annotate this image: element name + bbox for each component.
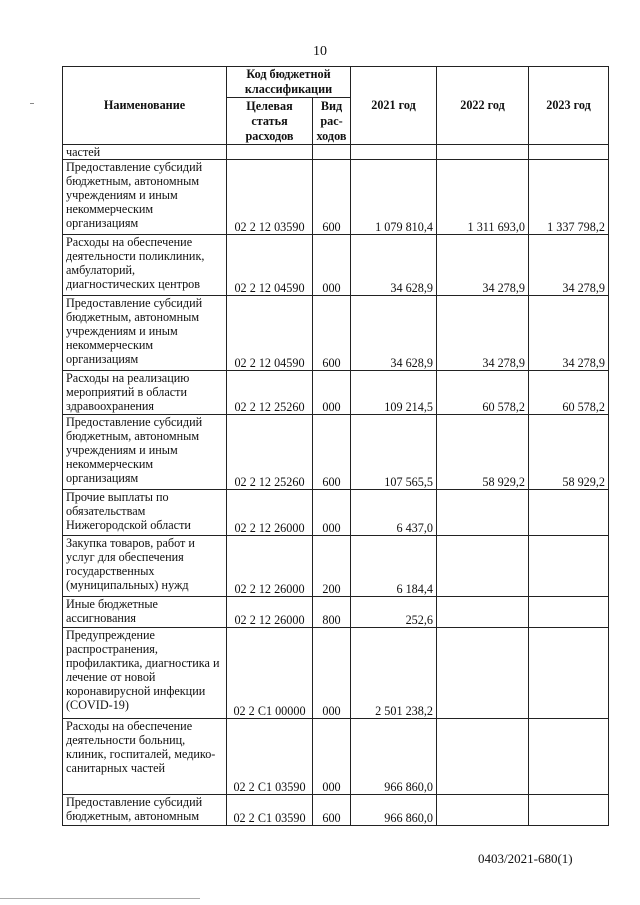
row-2021: 6 437,0 xyxy=(351,490,437,536)
row-expense-type: 600 xyxy=(313,296,351,371)
row-expense-type: 000 xyxy=(313,628,351,719)
row-expense-type: 000 xyxy=(313,371,351,415)
row-name: Предоставление субсидий бюджетным, автономным xyxy=(63,795,227,826)
row-2021 xyxy=(351,145,437,160)
row-2023 xyxy=(529,795,609,826)
row-name: Предоставление субсидий бюджетным, автономным учреждениям и иным некоммерческим организациям xyxy=(63,415,227,490)
row-name: частей xyxy=(63,145,227,160)
row-code: 02 2 12 04590 xyxy=(227,235,313,296)
table-row xyxy=(63,536,609,597)
row-2022 xyxy=(437,719,529,795)
row-name: Закупка товаров, работ и услуг для обеспечения государственных (муниципальных) нужд xyxy=(63,536,227,597)
row-2023: 60 578,2 xyxy=(529,371,609,415)
row-2022 xyxy=(437,145,529,160)
row-2021: 34 628,9 xyxy=(351,296,437,371)
row-2023: 58 929,2 xyxy=(529,415,609,490)
row-2022: 58 929,2 xyxy=(437,415,529,490)
scan-artifact xyxy=(0,898,200,899)
row-code: 02 2 12 25260 xyxy=(227,371,313,415)
header-2021: 2021 год xyxy=(351,67,437,145)
row-code: 02 2 12 03590 xyxy=(227,160,313,235)
table-row xyxy=(63,296,609,371)
row-2022: 34 278,9 xyxy=(437,235,529,296)
row-2021: 34 628,9 xyxy=(351,235,437,296)
row-2021: 2 501 238,2 xyxy=(351,628,437,719)
row-name: Предоставление субсидий бюджетным, автономным учреждениям и иным некоммерческим организациям xyxy=(63,296,227,371)
row-2023 xyxy=(529,145,609,160)
row-2022 xyxy=(437,597,529,628)
row-2022 xyxy=(437,536,529,597)
row-name: Расходы на реализацию мероприятий в области здравоохранения xyxy=(63,371,227,415)
row-code: 02 2 12 04590 xyxy=(227,296,313,371)
table-body xyxy=(63,145,609,826)
row-code: 02 2 C1 03590 xyxy=(227,719,313,795)
header-budget-code: Код бюджетной классификации xyxy=(227,67,351,98)
row-expense-type: 600 xyxy=(313,160,351,235)
row-2021: 107 565,5 xyxy=(351,415,437,490)
row-2023 xyxy=(529,490,609,536)
header-2022: 2022 год xyxy=(437,67,529,145)
row-expense-type: 000 xyxy=(313,719,351,795)
row-2023 xyxy=(529,597,609,628)
row-2023: 1 337 798,2 xyxy=(529,160,609,235)
row-2022 xyxy=(437,628,529,719)
row-expense-type: 600 xyxy=(313,415,351,490)
row-code: 02 2 12 26000 xyxy=(227,536,313,597)
table-row xyxy=(63,235,609,296)
header-target-article: Целевая статья расходов xyxy=(227,98,313,145)
row-2021: 966 860,0 xyxy=(351,795,437,826)
table-row xyxy=(63,145,609,160)
row-2022 xyxy=(437,795,529,826)
row-code: 02 2 C1 00000 xyxy=(227,628,313,719)
table-row xyxy=(63,795,609,826)
row-name: Прочие выплаты по обязательствам Нижегородской области xyxy=(63,490,227,536)
table-row xyxy=(63,490,609,536)
table-row xyxy=(63,628,609,719)
row-2021: 109 214,5 xyxy=(351,371,437,415)
row-name: Расходы на обеспечение деятельности больниц, клиник, госпиталей, медико-санитарных частей xyxy=(63,719,227,795)
row-2022: 1 311 693,0 xyxy=(437,160,529,235)
row-2022: 34 278,9 xyxy=(437,296,529,371)
document-code: 0403/2021-680(1) xyxy=(478,851,573,866)
header-name: Наименование xyxy=(63,67,227,145)
row-2023: 34 278,9 xyxy=(529,235,609,296)
row-2022 xyxy=(437,490,529,536)
row-code: 02 2 12 26000 xyxy=(227,490,313,536)
row-code xyxy=(227,145,313,160)
row-2021: 1 079 810,4 xyxy=(351,160,437,235)
row-2023 xyxy=(529,719,609,795)
row-name: Предоставление субсидий бюджетным, автономным учреждениям и иным некоммерческим организациям xyxy=(63,160,227,235)
row-expense-type: 600 xyxy=(313,795,351,826)
row-name: Предупреждение распространения, профилактика, диагностика и лечение от новой коронавирусной инфекции (COVID-19) xyxy=(63,628,227,719)
table-row xyxy=(63,719,609,795)
row-2021: 252,6 xyxy=(351,597,437,628)
table-header xyxy=(63,67,609,145)
header-2023: 2023 год xyxy=(529,67,609,145)
row-expense-type: 000 xyxy=(313,490,351,536)
header-expense-type: Вид рас-ходов xyxy=(313,98,351,145)
row-code: 02 2 12 25260 xyxy=(227,415,313,490)
row-2021: 966 860,0 xyxy=(351,719,437,795)
row-expense-type: 200 xyxy=(313,536,351,597)
row-2022: 60 578,2 xyxy=(437,371,529,415)
table-row xyxy=(63,371,609,415)
row-expense-type xyxy=(313,145,351,160)
row-2023: 34 278,9 xyxy=(529,296,609,371)
budget-table xyxy=(62,66,609,826)
row-code: 02 2 12 26000 xyxy=(227,597,313,628)
table-row xyxy=(63,415,609,490)
row-expense-type: 000 xyxy=(313,235,351,296)
row-name: Расходы на обеспечение деятельности поликлиник, амбулаторий, диагностических центров xyxy=(63,235,227,296)
row-expense-type: 800 xyxy=(313,597,351,628)
page-number: 10 xyxy=(313,44,327,59)
table-row xyxy=(63,597,609,628)
row-name: Иные бюджетные ассигнования xyxy=(63,597,227,628)
row-code: 02 2 C1 03590 xyxy=(227,795,313,826)
row-2021: 6 184,4 xyxy=(351,536,437,597)
row-2023 xyxy=(529,536,609,597)
row-2023 xyxy=(529,628,609,719)
table-row xyxy=(63,160,609,235)
scan-artifact xyxy=(30,103,34,104)
